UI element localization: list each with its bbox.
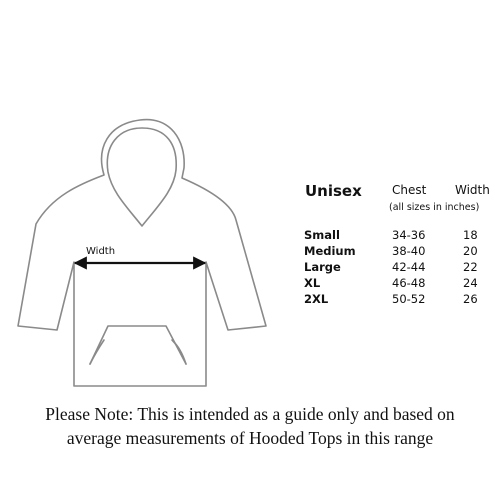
- kangaroo-pocket-outline: [90, 326, 186, 364]
- chest-value: 34-36: [392, 228, 426, 242]
- hood-opening-outline: [107, 128, 176, 226]
- units-note: (all sizes in inches): [389, 202, 480, 213]
- size-name: Medium: [304, 244, 356, 258]
- table-row: [300, 292, 500, 308]
- hoodie-body-outline: [18, 120, 266, 386]
- chest-value: 38-40: [392, 244, 426, 258]
- table-row: [300, 228, 500, 244]
- sizing-disclaimer: [0, 402, 500, 450]
- size-name: Small: [304, 228, 340, 242]
- size-chart-title: Unisex: [305, 182, 362, 200]
- table-row: [300, 244, 500, 260]
- table-row: [300, 260, 500, 276]
- size-name: XL: [304, 276, 321, 290]
- chest-value: 42-44: [392, 260, 426, 274]
- chest-value: 50-52: [392, 292, 426, 306]
- width-value: 24: [463, 276, 478, 290]
- disclaimer-line-1: Please Note: This is intended as a guide only and based on: [45, 404, 455, 424]
- table-row: [300, 276, 500, 292]
- column-header-width: Width: [455, 183, 490, 197]
- pocket-left-curve: [90, 340, 104, 364]
- width-value: 26: [463, 292, 478, 306]
- width-measure-label: Width: [86, 246, 116, 257]
- column-header-chest: Chest: [392, 183, 427, 197]
- width-value: 22: [463, 260, 478, 274]
- width-value: 20: [463, 244, 478, 258]
- size-name: Large: [304, 260, 341, 274]
- chest-value: 46-48: [392, 276, 426, 290]
- width-value: 18: [463, 228, 478, 242]
- size-chart: [300, 180, 500, 310]
- size-name: 2XL: [304, 292, 329, 306]
- disclaimer-line-2: average measurements of Hooded Tops in this range: [66, 428, 434, 448]
